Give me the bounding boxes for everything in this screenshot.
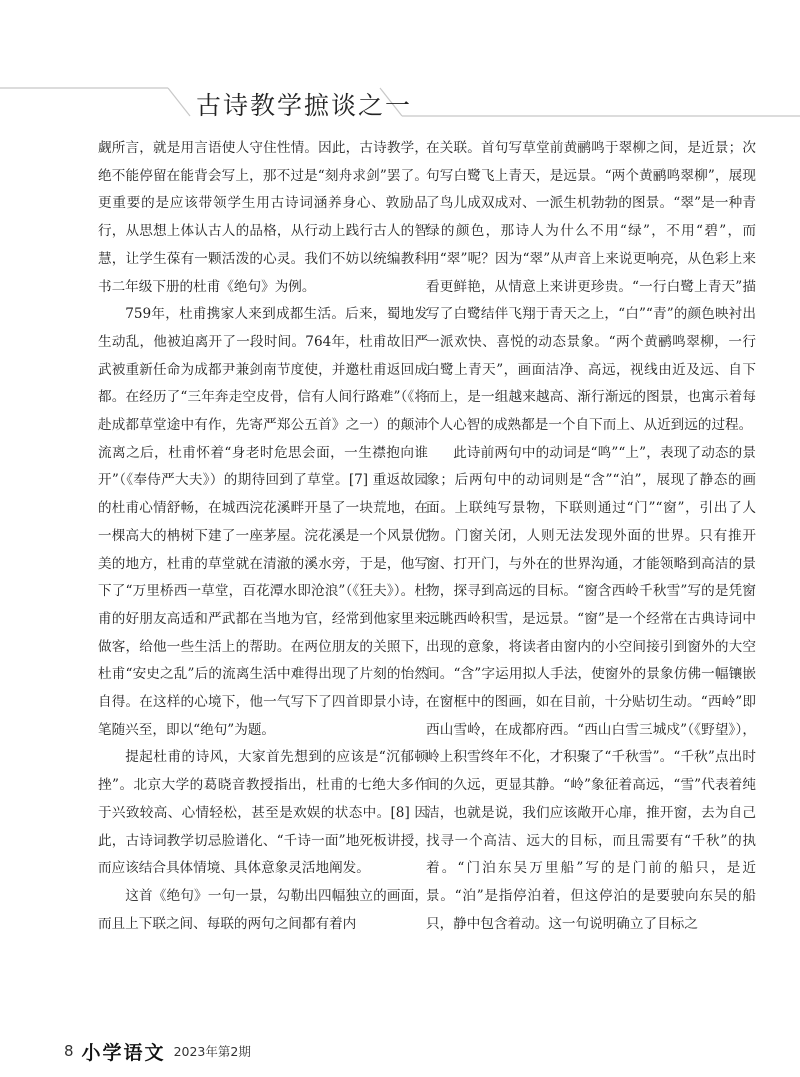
paragraph: 在关联。首句写草堂前黄鹂鸣于翠柳之间，是近景；次句写白鹭飞上青天，是远景。“两个黄鹂鸣翠柳”，展现了鸟儿成双成对、一派生机勃勃的图景。“翠”是一种青绿的颜色，那诗人为什么不用“绿”，不用“碧”，而用“翠”呢？因为“翠”从声音上来说更响亮，从色彩上来看更鲜艳，从情意上来讲更珍贵。“一行白鹭上青天”描写了白鹭结伴飞翔于青天之上，“白”“青”的颜色映衬出一派欢快、喜悦的动态景象。“两个黄鹂鸣翠柳，一行白鹭上青天”，画面洁净、高远，视线由近及远、自下而上，是一组越来越高、渐行渐远的图景，也寓示着每个人心智的成熟都是一个自下而上、从近到远的过程。 bbox=[426, 140, 756, 434]
page-number: 8 bbox=[64, 1042, 74, 1060]
left-column bbox=[98, 135, 428, 938]
paragraph: 759年，杜甫携家人来到成都生活。后来，蜀地发生动乱，他被迫离开了一段时间。764年，杜甫故旧严武被重新任命为成都尹兼剑南节度使，并邀杜甫返回成都。在经历了“三年奔走空皮骨，信有人间行路难”（《将赴成都草堂途中有作，先寄严郑公五首》之一）的颠沛流离之后，杜甫怀着“身老时危思会面，一生襟抱向谁开”（《奉侍严大夫》）的期待回到了草堂。[7] 重返故园的杜甫心情舒畅，在城西浣花溪畔开垦了一块荒地，在一棵高大的柟树下建了一座茅屋。浣花溪是一个风景优美的地方，杜甫的草堂就在清澈的溪水旁，于是，他写下了“万里桥西一草堂，百花潭水即沧浪”（《狂夫》）。杜甫的好朋友高适和严武都在当地为官，经常到他家里来做客，给他一些生活上的帮助。在两位朋友的关照下，杜甫“安史之乱”后的流离生活中难得出现了片刻的怡然自得。在这样的心境下，他一气写下了四首即景小诗，笔随兴至，即以“绝句”为题。 bbox=[98, 306, 428, 738]
page-footer bbox=[64, 1039, 251, 1063]
header-title: 古诗教学摭谈之一 bbox=[196, 91, 413, 120]
magazine-name: 小学语文 bbox=[81, 1041, 166, 1064]
paragraph: 提起杜甫的诗风，大家首先想到的应该是“沉郁顿挫”。北京大学的葛晓音教授指出，杜甫的七绝大多作于兴致较高、心情轻松，甚至是欢娱的状态中。[8] 因此，古诗词教学切忌脸谱化、“千诗一面”地死板讲授，而应该结合具体情境、具体意象灵活地阐发。 bbox=[98, 749, 428, 877]
paragraph: 此诗前两句中的动词是“鸣”“上”，表现了动态的景象；后两句中的动词则是“含”“泊”，展现了静态的画面。上联纯写景物，下联则通过“门”“窗”，引出了人物。门窗关闭，人则无法发现外面的世界。只有推开窗、打开门，与外在的世界沟通，才能领略到高洁的景物，探寻到高远的目标。“窗含西岭千秋雪”写的是凭窗远眺西岭积雪，是远景。“窗”是一个经常在古典诗词中出现的意象，将读者由窗内的小空间接引到窗外的大空间。“含”字运用拟人手法，使窗外的景象仿佛一幅镶嵌在窗框中的图画，如在目前，十分贴切生动。“西岭”即西山雪岭，在成都府西。“西山白雪三城戍”（《野望》），岭上积雪终年不化，才积聚了“千秋雪”。“千秋”点出时间的久远，更显其静。“岭”象征着高远，“雪”代表着纯洁，也就是说，我们应该敞开心扉，推开窗，去为自己找寻一个高洁、远大的目标，而且需要有“千秋”的执着。“门泊东吴万里船”写的是门前的船只，是近景。“泊”是指停泊着，但这停泊的是要驶向东吴的船只，静中包含着动。这一句说明确立了目标之 bbox=[426, 444, 756, 932]
right-column bbox=[426, 135, 756, 938]
issue-label: 2023年第2期 bbox=[173, 1044, 251, 1059]
paragraph: 这首《绝句》一句一景，勾勒出四幅独立的画面，而且上下联之间、每联的两句之间都有着内 bbox=[98, 887, 428, 932]
paragraph: 觑所言，就是用言语使人守住性情。因此，古诗教学，绝不能停留在能背会写上，那不过是“刻舟求剑”罢了。更重要的是应该带领学生用古诗词涵养身心、敦励品行，从思想上体认古人的品格，从行动上践行古人的智慧，让学生葆有一颗活泼的心灵。我们不妨以统编教科书二年级下册的杜甫《绝句》为例。 bbox=[98, 140, 428, 295]
